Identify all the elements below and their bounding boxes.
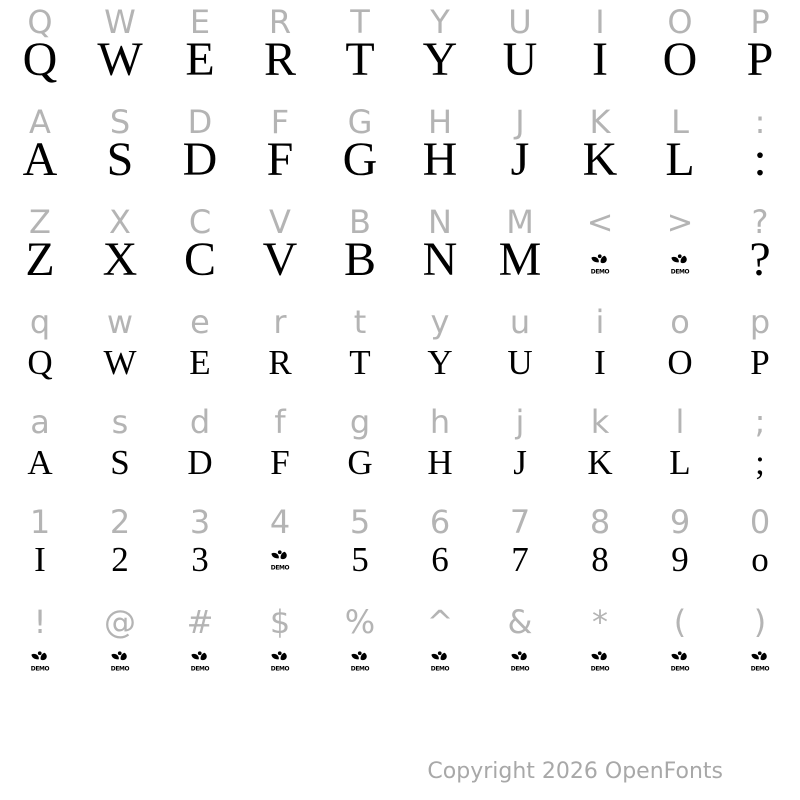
reference-glyph: h xyxy=(429,403,451,441)
reference-glyph: 8 xyxy=(589,503,611,541)
reference-glyph: F xyxy=(270,103,290,141)
rendered-glyph: S xyxy=(110,443,130,482)
rendered-glyph: O xyxy=(662,33,698,86)
reference-glyph: > xyxy=(666,203,694,241)
reference-glyph: 9 xyxy=(669,503,691,541)
rendered-glyph: Y xyxy=(422,33,458,86)
svg-text:DEMO: DEMO xyxy=(590,666,610,672)
rendered-glyph: : xyxy=(753,133,767,186)
rendered-glyph: D xyxy=(187,443,213,482)
demo-glyph-cell xyxy=(720,649,800,676)
reference-glyph: I xyxy=(595,3,605,41)
svg-text:DEMO: DEMO xyxy=(430,666,450,672)
reference-glyph: ; xyxy=(754,403,766,441)
rendered-row-2 xyxy=(0,233,800,286)
demo-placeholder-icon xyxy=(669,236,691,284)
rendered-glyph: I xyxy=(592,33,608,86)
rendered-glyph: F xyxy=(270,443,290,482)
reference-row-6 xyxy=(0,603,800,641)
rendered-glyph: o xyxy=(751,540,769,579)
demo-placeholder-icon xyxy=(749,649,771,676)
demo-placeholder-icon xyxy=(349,649,371,676)
reference-glyph: 7 xyxy=(509,503,531,541)
rendered-glyph: R xyxy=(268,343,292,382)
rendered-glyph: I xyxy=(594,343,606,382)
reference-glyph: s xyxy=(111,403,129,441)
reference-glyph: k xyxy=(590,403,610,441)
reference-glyph: e xyxy=(190,303,210,341)
demo-placeholder-icon xyxy=(109,649,131,676)
rendered-glyph: N xyxy=(422,233,458,286)
reference-glyph: 4 xyxy=(269,503,291,541)
demo-glyph-cell xyxy=(240,542,320,577)
reference-glyph: i xyxy=(595,303,605,341)
svg-text:DEMO: DEMO xyxy=(110,666,130,672)
svg-text:DEMO: DEMO xyxy=(30,666,50,672)
rendered-glyph: O xyxy=(667,343,693,382)
rendered-row-1 xyxy=(0,133,800,186)
reference-glyph: < xyxy=(586,203,614,241)
reference-glyph: U xyxy=(508,3,532,41)
reference-glyph: T xyxy=(350,3,370,41)
reference-row-3 xyxy=(0,303,800,341)
reference-glyph: G xyxy=(347,103,373,141)
reference-glyph: r xyxy=(273,303,287,341)
svg-text:DEMO: DEMO xyxy=(750,666,770,672)
rendered-row-3 xyxy=(0,345,800,380)
demo-placeholder-icon xyxy=(429,649,451,676)
reference-glyph: W xyxy=(104,3,136,41)
reference-glyph: 2 xyxy=(109,503,131,541)
reference-row-4 xyxy=(0,403,800,441)
reference-glyph: ^ xyxy=(426,603,454,641)
reference-glyph: 6 xyxy=(429,503,451,541)
demo-glyph-cell xyxy=(160,649,240,676)
rendered-glyph: ? xyxy=(749,233,771,286)
rendered-glyph: J xyxy=(510,133,530,186)
reference-glyph: 0 xyxy=(749,503,771,541)
reference-glyph: Z xyxy=(29,203,51,241)
demo-placeholder-icon xyxy=(589,649,611,676)
rendered-glyph: 2 xyxy=(111,540,129,579)
reference-glyph: ! xyxy=(33,603,47,641)
reference-glyph: ( xyxy=(673,603,687,641)
reference-glyph: J xyxy=(515,103,525,141)
demo-glyph-cell xyxy=(560,236,640,284)
reference-glyph: % xyxy=(344,603,376,641)
rendered-glyph: Q xyxy=(27,343,53,382)
reference-glyph: K xyxy=(589,103,611,141)
reference-glyph: j xyxy=(515,403,525,441)
rendered-glyph: H xyxy=(422,133,458,186)
rendered-glyph: W xyxy=(97,33,143,86)
reference-glyph: : xyxy=(754,103,766,141)
svg-text:DEMO: DEMO xyxy=(270,666,290,672)
demo-placeholder-icon xyxy=(269,542,291,577)
reference-glyph: w xyxy=(106,303,134,341)
reference-glyph: & xyxy=(507,603,533,641)
reference-glyph: Y xyxy=(430,3,450,41)
rendered-glyph: U xyxy=(502,33,538,86)
demo-placeholder-icon xyxy=(189,649,211,676)
demo-placeholder-icon xyxy=(29,649,51,676)
rendered-glyph: 7 xyxy=(511,540,529,579)
rendered-glyph: P xyxy=(750,343,770,382)
reference-glyph: p xyxy=(749,303,771,341)
rendered-glyph: 9 xyxy=(671,540,689,579)
reference-glyph: L xyxy=(671,103,689,141)
demo-glyph-cell xyxy=(400,649,480,676)
svg-text:DEMO: DEMO xyxy=(270,565,290,571)
reference-glyph: t xyxy=(353,303,367,341)
svg-text:DEMO: DEMO xyxy=(590,269,610,275)
reference-glyph: A xyxy=(29,103,51,141)
reference-glyph: g xyxy=(349,403,371,441)
reference-glyph: u xyxy=(509,303,531,341)
rendered-glyph: R xyxy=(263,33,296,86)
rendered-glyph: C xyxy=(183,233,216,286)
rendered-glyph: L xyxy=(665,133,695,186)
rendered-glyph: L xyxy=(669,443,691,482)
reference-glyph: ? xyxy=(751,203,769,241)
demo-glyph-cell xyxy=(480,649,560,676)
reference-glyph: y xyxy=(430,303,450,341)
rendered-glyph: H xyxy=(427,443,453,482)
rendered-glyph: E xyxy=(185,33,215,86)
demo-glyph-cell xyxy=(320,649,400,676)
reference-glyph: B xyxy=(349,203,371,241)
rendered-glyph: M xyxy=(498,233,542,286)
svg-text:DEMO: DEMO xyxy=(510,666,530,672)
rendered-glyph: 6 xyxy=(431,540,449,579)
reference-glyph: E xyxy=(189,3,211,41)
rendered-glyph: 3 xyxy=(191,540,209,579)
svg-text:DEMO: DEMO xyxy=(350,666,370,672)
rendered-glyph: K xyxy=(582,133,618,186)
rendered-glyph: D xyxy=(182,133,218,186)
rendered-glyph: G xyxy=(342,133,378,186)
reference-glyph: ) xyxy=(753,603,767,641)
reference-glyph: Q xyxy=(27,3,53,41)
rendered-glyph: K xyxy=(587,443,613,482)
rendered-glyph: A xyxy=(27,443,53,482)
rendered-glyph: S xyxy=(106,133,134,186)
rendered-glyph: J xyxy=(513,443,527,482)
reference-glyph: S xyxy=(109,103,131,141)
demo-placeholder-icon xyxy=(589,236,611,284)
reference-glyph: 3 xyxy=(189,503,211,541)
rendered-glyph: G xyxy=(347,443,373,482)
reference-glyph: H xyxy=(427,103,453,141)
rendered-glyph: X xyxy=(102,233,138,286)
rendered-glyph: Q xyxy=(22,33,58,86)
rendered-glyph: T xyxy=(345,33,375,86)
rendered-glyph: 8 xyxy=(591,540,609,579)
reference-glyph: $ xyxy=(269,603,291,641)
rendered-glyph: Z xyxy=(25,233,55,286)
demo-placeholder-icon xyxy=(669,649,691,676)
rendered-row-0 xyxy=(0,33,800,86)
rendered-glyph: ; xyxy=(755,443,765,482)
rendered-glyph: T xyxy=(349,343,371,382)
rendered-glyph: V xyxy=(262,233,298,286)
demo-glyph-cell xyxy=(0,649,80,676)
reference-glyph: a xyxy=(30,403,50,441)
demo-placeholder-icon xyxy=(509,649,531,676)
rendered-glyph: A xyxy=(22,133,58,186)
reference-glyph: l xyxy=(675,403,685,441)
rendered-glyph: P xyxy=(746,33,774,86)
reference-glyph: P xyxy=(750,3,770,41)
rendered-glyph: 5 xyxy=(351,540,369,579)
reference-row-5 xyxy=(0,503,800,541)
svg-text:DEMO: DEMO xyxy=(670,269,690,275)
demo-glyph-cell xyxy=(240,649,320,676)
reference-glyph: R xyxy=(268,3,292,41)
demo-glyph-cell xyxy=(640,236,720,284)
reference-glyph: 5 xyxy=(349,503,371,541)
rendered-glyph: W xyxy=(103,343,137,382)
reference-glyph: # xyxy=(186,603,214,641)
svg-text:DEMO: DEMO xyxy=(190,666,210,672)
reference-glyph: d xyxy=(189,403,211,441)
reference-glyph: q xyxy=(29,303,51,341)
rendered-row-5 xyxy=(0,542,800,577)
demo-placeholder-icon xyxy=(269,649,291,676)
svg-text:DEMO: DEMO xyxy=(670,666,690,672)
rendered-glyph: E xyxy=(189,343,211,382)
reference-glyph: C xyxy=(188,203,212,241)
reference-glyph: D xyxy=(187,103,213,141)
reference-glyph: X xyxy=(109,203,131,241)
rendered-glyph: I xyxy=(34,540,46,579)
demo-glyph-cell xyxy=(80,649,160,676)
rendered-glyph: F xyxy=(266,133,294,186)
reference-glyph: V xyxy=(269,203,291,241)
reference-glyph: 1 xyxy=(29,503,51,541)
reference-glyph: f xyxy=(274,403,286,441)
rendered-glyph: U xyxy=(507,343,533,382)
demo-glyph-cell xyxy=(640,649,720,676)
rendered-glyph: Y xyxy=(427,343,453,382)
reference-glyph: M xyxy=(506,203,534,241)
copyright-text: Copyright 2026 OpenFonts xyxy=(427,759,723,784)
rendered-glyph: B xyxy=(343,233,376,286)
reference-glyph: * xyxy=(592,603,608,641)
reference-glyph: N xyxy=(428,203,452,241)
rendered-row-4 xyxy=(0,445,800,480)
reference-glyph: @ xyxy=(104,603,136,641)
reference-glyph: O xyxy=(667,3,693,41)
demo-glyph-cell xyxy=(560,649,640,676)
reference-glyph: o xyxy=(670,303,690,341)
rendered-row-6 xyxy=(0,649,800,676)
